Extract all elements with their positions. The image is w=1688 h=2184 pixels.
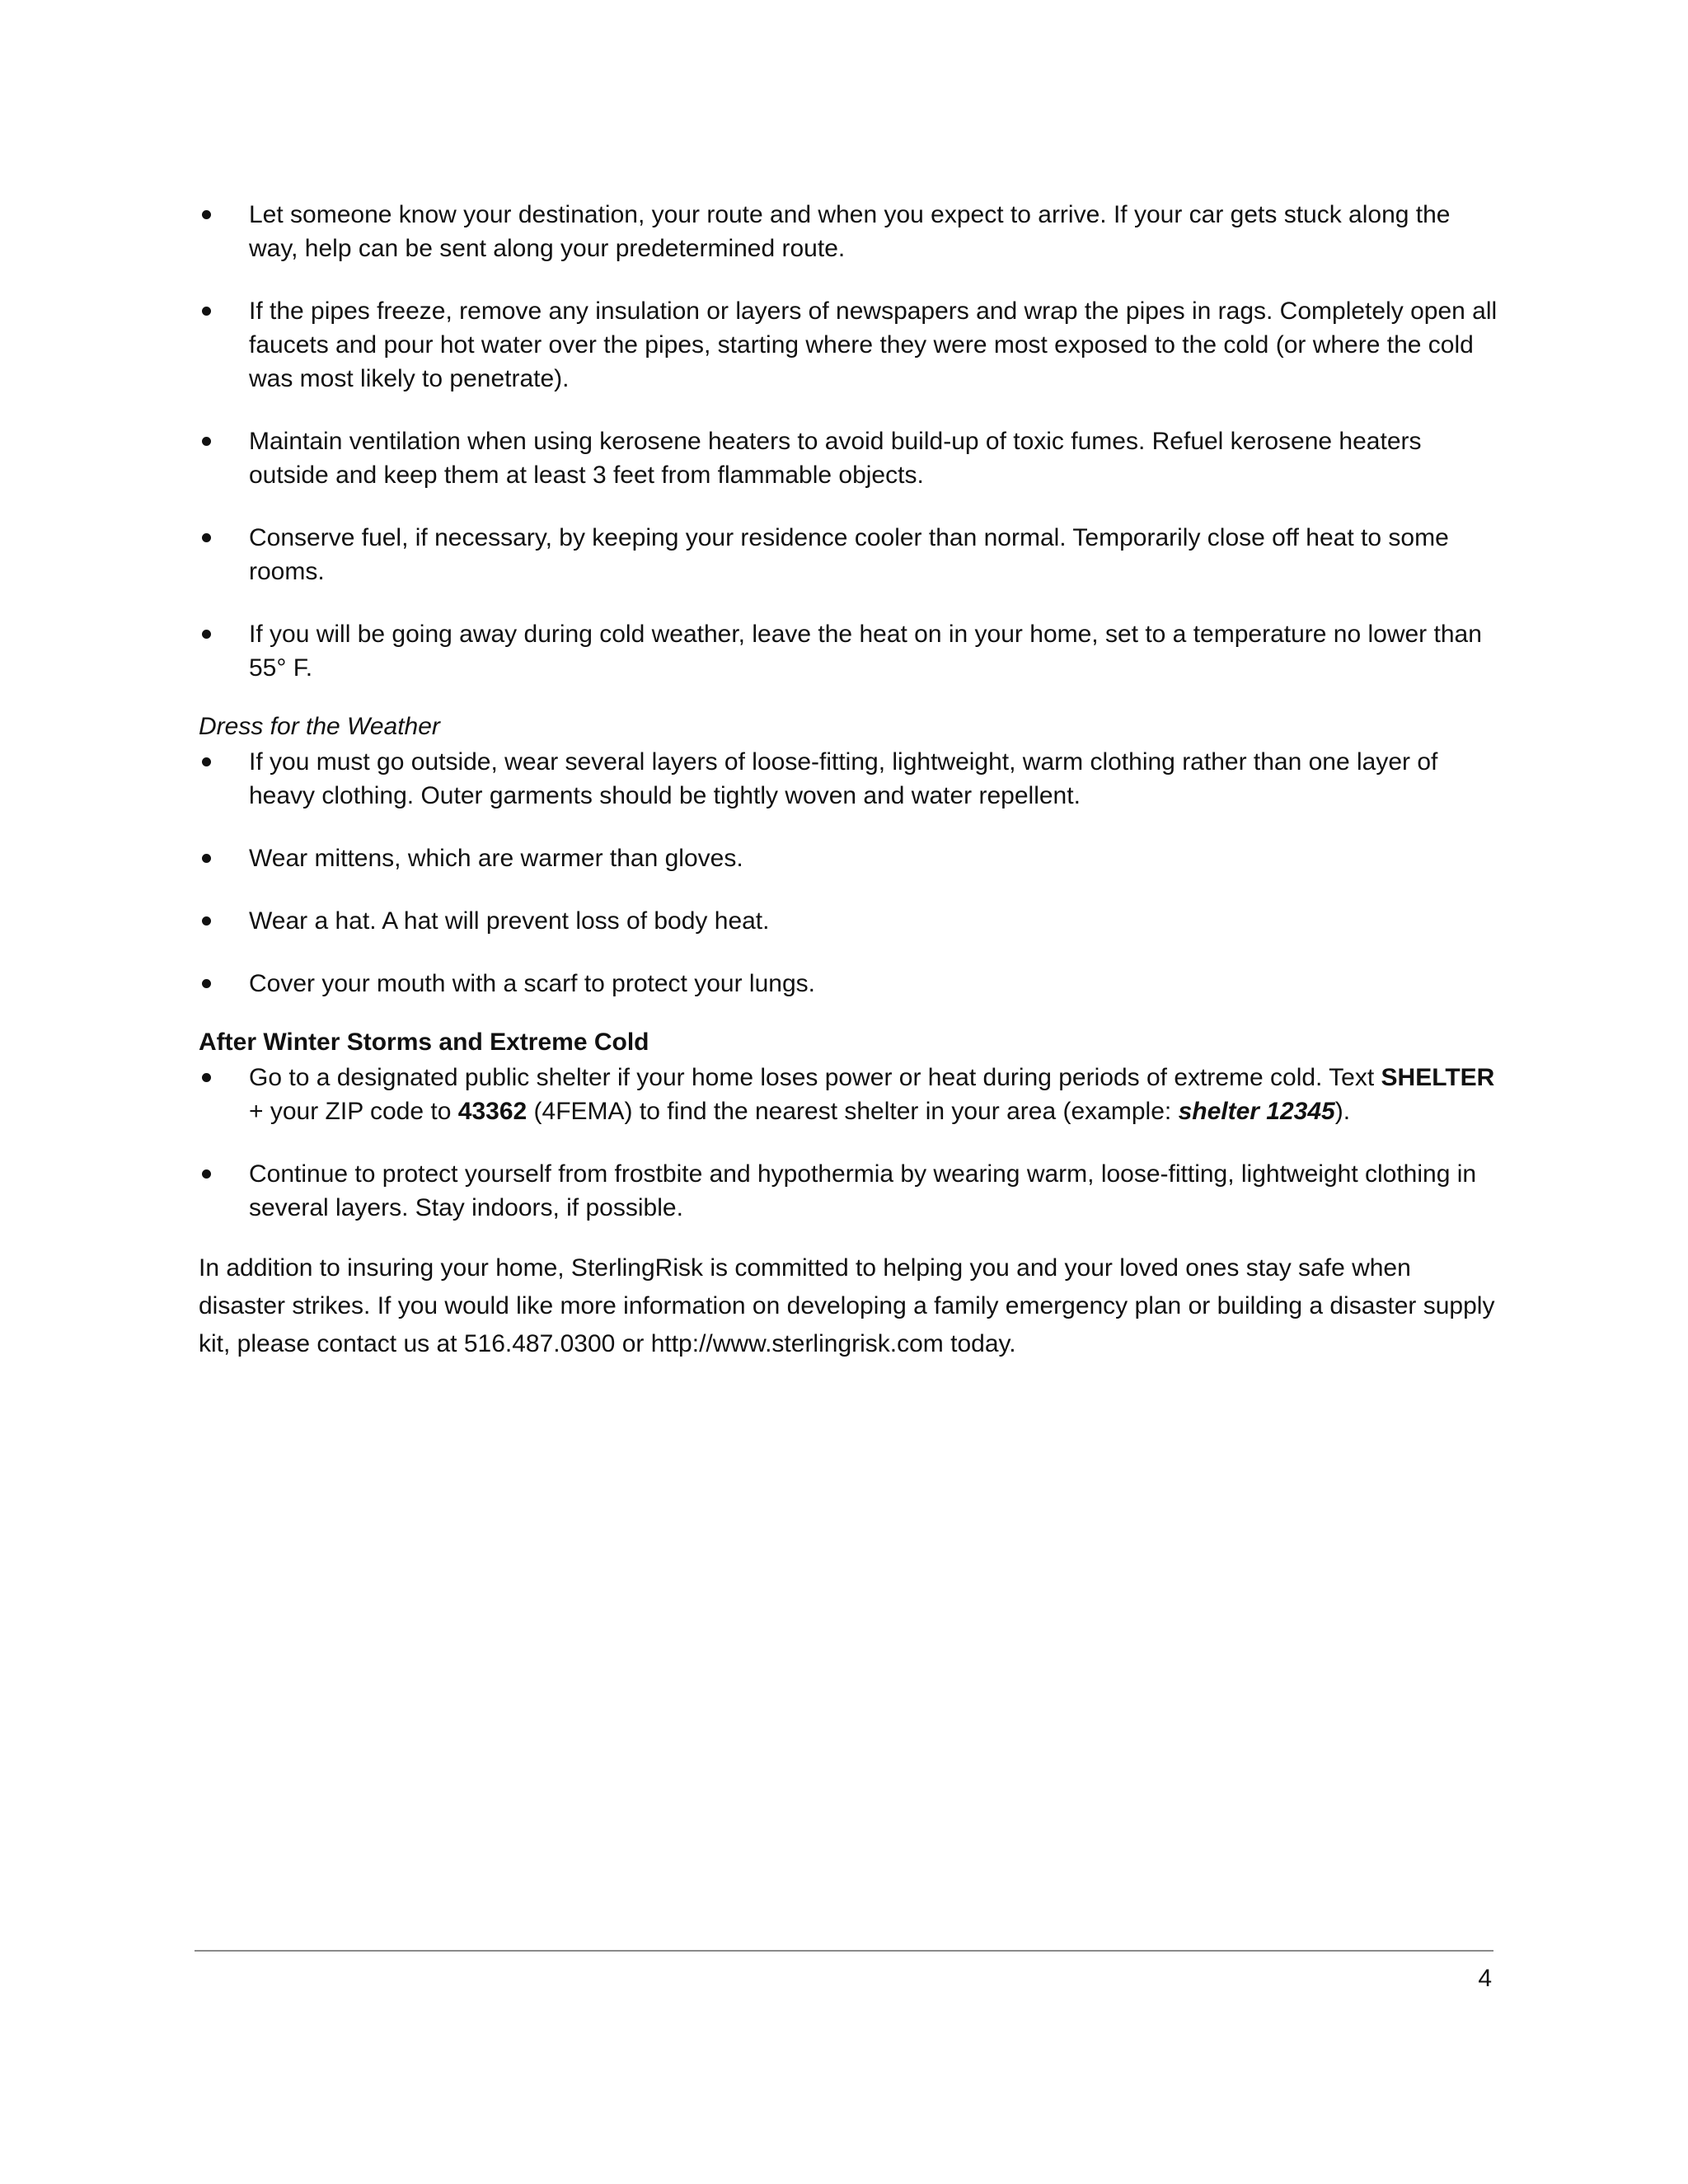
shelter-text-3: (4FEMA) to find the nearest shelter in your area (example: bbox=[527, 1098, 1179, 1125]
list-item bbox=[199, 521, 1501, 588]
page-content bbox=[199, 198, 1501, 1388]
shelter-example: shelter 12345 bbox=[1178, 1098, 1335, 1125]
bullet-icon bbox=[202, 307, 211, 316]
list-item-text: If you must go outside, wear several layers of loose-fitting, lightweight, warm clothing rather than one layer of heavy clothing. Outer garments should be tightly woven and water repellent. bbox=[249, 748, 1438, 809]
list-item-text: Cover your mouth with a scarf to protect your lungs. bbox=[249, 970, 815, 997]
list-item-text: Maintain ventilation when using kerosene heaters to avoid build-up of toxic fumes. Refuel kerosene heaters outside and keep them at least 3 feet from flammable objects. bbox=[249, 428, 1422, 489]
dress-heading: Dress for the Weather bbox=[199, 713, 440, 740]
bullet-icon bbox=[202, 916, 211, 926]
list-item-text: If the pipes freeze, remove any insulation or layers of newspapers and wrap the pipes in rags. Completely open all faucets and pour hot water over the pipes, starting where they were most exposed to the cold (or where the cold was most likely to penetrate). bbox=[249, 298, 1498, 392]
bullet-icon bbox=[202, 757, 211, 766]
dress-list bbox=[199, 745, 1501, 1001]
list-item bbox=[199, 967, 1501, 1001]
page-number: 4 bbox=[1478, 1965, 1492, 1992]
bullet-icon bbox=[202, 1073, 211, 1082]
list-item-text: Conserve fuel, if necessary, by keeping your residence cooler than normal. Temporarily close off heat to some rooms. bbox=[249, 524, 1449, 585]
bullet-icon bbox=[202, 979, 211, 988]
list-item-text: Let someone know your destination, your route and when you expect to arrive. If your car gets stuck along the way, help can be sent along your predetermined route. bbox=[249, 201, 1451, 262]
closing-paragraph: In addition to insuring your home, SterlingRisk is committed to helping you and your loved ones stay safe when disaster strikes. If you would like more information on developing a family emergency plan or building a disaster supply kit, please contact us at 516.487.0300 or http://www.sterlingrisk.com today. bbox=[199, 1254, 1495, 1357]
during-storm-list bbox=[199, 198, 1501, 685]
bullet-icon bbox=[202, 1169, 211, 1179]
list-item bbox=[199, 424, 1501, 492]
list-item bbox=[199, 841, 1501, 875]
after-heading: After Winter Storms and Extreme Cold bbox=[199, 1029, 649, 1056]
shelter-number: 43362 bbox=[457, 1098, 528, 1125]
list-item-text: Continue to protect yourself from frostbite and hypothermia by wearing warm, loose-fitting, lightweight clothing in several layers. Stay indoors, if possible. bbox=[249, 1160, 1477, 1221]
footer-divider bbox=[195, 1950, 1493, 1952]
list-item bbox=[199, 294, 1501, 396]
shelter-list-item bbox=[199, 1061, 1501, 1128]
list-item bbox=[199, 745, 1501, 813]
list-item bbox=[199, 1157, 1501, 1225]
list-item-text: Wear a hat. A hat will prevent loss of body heat. bbox=[249, 907, 770, 935]
list-item bbox=[199, 198, 1501, 265]
shelter-text-1: Go to a designated public shelter if your home loses power or heat during periods of extreme cold. Text bbox=[249, 1064, 1381, 1091]
list-item bbox=[199, 904, 1501, 938]
shelter-keyword: SHELTER bbox=[1381, 1064, 1495, 1091]
bullet-icon bbox=[202, 210, 211, 219]
bullet-icon bbox=[202, 437, 211, 446]
after-storm-list bbox=[199, 1061, 1501, 1225]
list-item-text: Wear mittens, which are warmer than gloves. bbox=[249, 845, 743, 872]
shelter-text-2: + your ZIP code to bbox=[249, 1098, 458, 1125]
bullet-icon bbox=[202, 854, 211, 863]
bullet-icon bbox=[202, 533, 211, 542]
list-item-text: If you will be going away during cold weather, leave the heat on in your home, set to a temperature no lower than 55° F. bbox=[249, 621, 1482, 682]
bullet-icon bbox=[202, 630, 211, 639]
shelter-text-4: ). bbox=[1334, 1098, 1351, 1125]
list-item bbox=[199, 617, 1501, 685]
